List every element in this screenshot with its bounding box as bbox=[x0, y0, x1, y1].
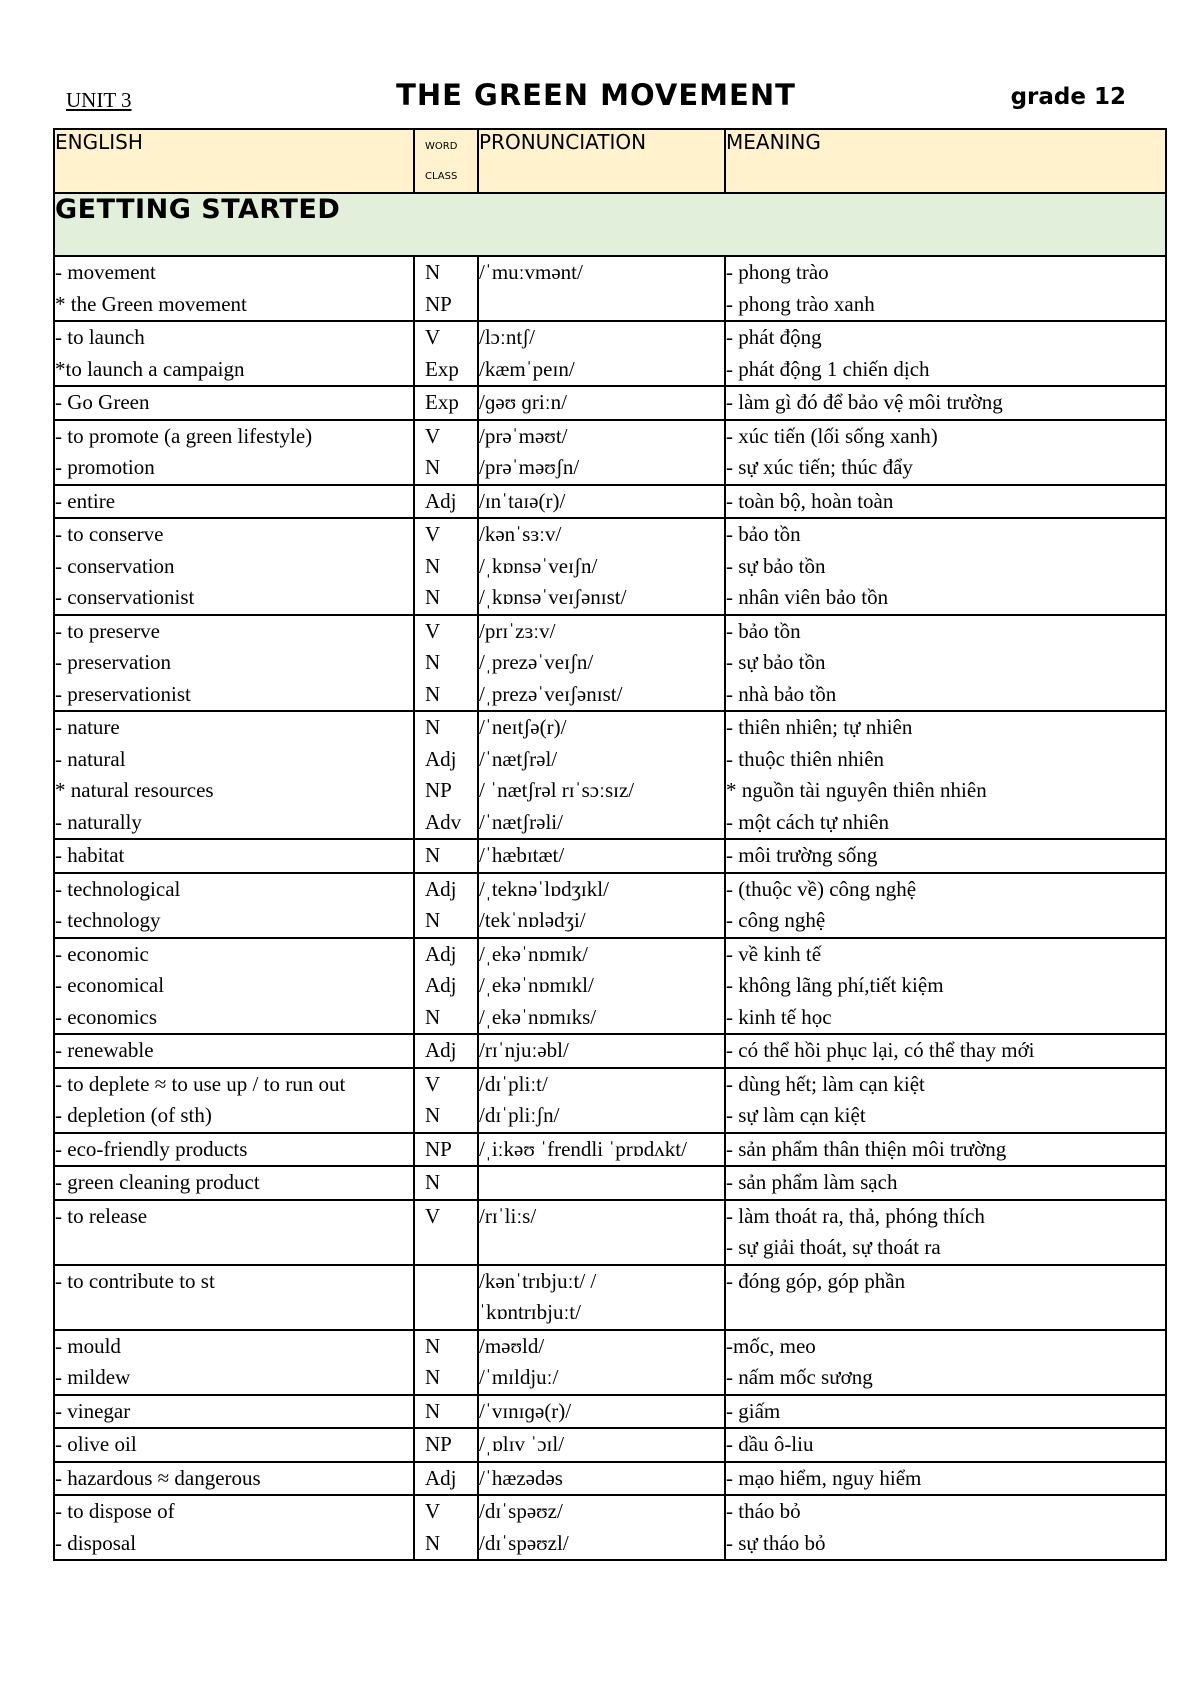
meaning-line: - có thể hồi phục lại, có thể thay mới bbox=[726, 1038, 1035, 1062]
table-row bbox=[54, 321, 1166, 386]
meaning-line: - không lãng phí,tiết kiệm bbox=[726, 973, 944, 997]
pronunciation-cell bbox=[478, 518, 725, 615]
table-row bbox=[54, 1133, 1166, 1167]
word-class-cell bbox=[414, 1200, 478, 1265]
english-line: - movement bbox=[55, 260, 156, 284]
unit-label: UNIT 3 bbox=[66, 88, 132, 112]
meaning-line: - đóng góp, góp phần bbox=[726, 1268, 906, 1293]
pronunciation-cell bbox=[478, 938, 725, 1035]
word-class-cell bbox=[414, 518, 478, 615]
meaning-line: - sự bảo tồn bbox=[726, 553, 826, 578]
pronunciation-cell bbox=[478, 420, 725, 485]
meaning-line: - sự xúc tiến; thúc đẩy bbox=[726, 455, 913, 479]
pronunciation-line: /kæmˈpeɪn/ bbox=[479, 356, 575, 381]
word-class-line: N bbox=[425, 1530, 441, 1555]
english-line: - economics bbox=[55, 1004, 158, 1029]
english-cell bbox=[54, 615, 414, 712]
table-row bbox=[54, 1495, 1166, 1560]
word-class-line: Exp bbox=[425, 356, 459, 381]
pronunciation-line bbox=[479, 289, 724, 321]
word-class-line: N bbox=[425, 455, 441, 479]
english-line: - entire bbox=[55, 488, 116, 513]
english-cell bbox=[54, 1395, 414, 1429]
word-class-cell bbox=[414, 1462, 478, 1496]
pronunciation-cell bbox=[478, 1034, 725, 1068]
pronunciation-cell bbox=[478, 1166, 725, 1200]
meaning-cell bbox=[725, 1395, 1166, 1429]
english-cell bbox=[54, 1265, 414, 1330]
word-class-cell bbox=[414, 1265, 478, 1330]
table-row bbox=[54, 485, 1166, 519]
word-class-line: NP bbox=[425, 1432, 452, 1456]
pronunciation-line: /ˌekəˈnɒmɪk/ bbox=[479, 941, 588, 966]
column-header-pronunciation: PRONUNCIATION bbox=[478, 129, 725, 193]
english-line: - hazardous ≈ dangerous bbox=[55, 1465, 261, 1490]
meaning-line: - tháo bỏ bbox=[726, 1499, 801, 1523]
column-header-meaning: MEANING bbox=[725, 129, 1166, 193]
word-class-line: NP bbox=[425, 1136, 452, 1161]
pronunciation-line: /prəˈməʊt/ bbox=[479, 423, 568, 448]
english-line: - nature bbox=[55, 715, 120, 739]
table-row bbox=[54, 938, 1166, 1035]
pronunciation-line: /dɪˈpliːt/ bbox=[479, 1071, 548, 1096]
english-line: - naturally bbox=[55, 809, 142, 834]
meaning-cell bbox=[725, 1330, 1166, 1395]
meaning-line: - bảo tồn bbox=[726, 522, 801, 546]
meaning-line: - nấm mốc sương bbox=[726, 1365, 873, 1389]
english-cell bbox=[54, 839, 414, 873]
english-cell bbox=[54, 938, 414, 1035]
meaning-cell bbox=[725, 1166, 1166, 1200]
word-class-line: N bbox=[425, 1398, 441, 1423]
table-row bbox=[54, 873, 1166, 938]
word-class-line: N bbox=[425, 1170, 441, 1194]
english-line: - economic bbox=[55, 941, 149, 966]
table-row bbox=[54, 1265, 1166, 1330]
word-class-cell bbox=[414, 711, 478, 839]
meaning-line: - làm gì đó để bảo vệ môi trường bbox=[726, 390, 1003, 414]
english-cell bbox=[54, 1428, 414, 1462]
meaning-cell bbox=[725, 420, 1166, 485]
word-class-cell bbox=[414, 386, 478, 420]
meaning-line: - bảo tồn bbox=[726, 618, 801, 643]
pronunciation-line: /ˌprezəˈveɪʃənɪst/ bbox=[479, 681, 623, 706]
pronunciation-line: /ˈmuːvmənt/ bbox=[479, 260, 583, 284]
meaning-line: - giấm bbox=[726, 1398, 781, 1423]
word-class-line: NP bbox=[425, 778, 452, 802]
word-class-header-top: WORD bbox=[425, 141, 458, 152]
pronunciation-cell bbox=[478, 321, 725, 386]
word-class-cell bbox=[414, 938, 478, 1035]
meaning-line: - xúc tiến (lối sống xanh) bbox=[726, 423, 938, 448]
meaning-line: - sản phẩm thân thiện môi trường bbox=[726, 1136, 1007, 1161]
english-cell bbox=[54, 1330, 414, 1395]
meaning-cell bbox=[725, 1265, 1166, 1330]
english-cell bbox=[54, 256, 414, 321]
meaning-line: - nhà bảo tồn bbox=[726, 681, 837, 706]
meaning-line: - kinh tế học bbox=[726, 1004, 832, 1029]
english-cell bbox=[54, 321, 414, 386]
word-class-cell bbox=[414, 485, 478, 519]
meaning-line: * nguồn tài nguyên thiên nhiên bbox=[726, 778, 987, 802]
word-class-line bbox=[425, 1266, 477, 1298]
pronunciation-line: /ˌɒlɪv ˈɔɪl/ bbox=[479, 1432, 565, 1456]
word-class-line: N bbox=[425, 715, 441, 739]
word-class-line bbox=[425, 1297, 477, 1329]
table-row bbox=[54, 615, 1166, 712]
pronunciation-cell bbox=[478, 1068, 725, 1133]
pronunciation-cell bbox=[478, 386, 725, 420]
column-header-row bbox=[54, 129, 1166, 193]
english-line: - technological bbox=[55, 876, 181, 901]
meaning-line: - dầu ô-liu bbox=[726, 1432, 814, 1456]
meaning-line: - sản phẩm làm sạch bbox=[726, 1170, 898, 1194]
english-cell bbox=[54, 1133, 414, 1167]
english-line: *to launch a campaign bbox=[55, 356, 245, 381]
pronunciation-line: /kənˈtrɪbjuːt/ / bbox=[479, 1268, 597, 1293]
pronunciation-cell bbox=[478, 1133, 725, 1167]
english-line: - conservationist bbox=[55, 585, 195, 609]
english-line: - to promote (a green lifestyle) bbox=[55, 423, 313, 448]
column-header-word-class bbox=[414, 129, 478, 193]
table-row bbox=[54, 1395, 1166, 1429]
pronunciation-line: /dɪˈspəʊzl/ bbox=[479, 1530, 569, 1555]
word-class-cell bbox=[414, 1495, 478, 1560]
word-class-cell bbox=[414, 420, 478, 485]
english-cell bbox=[54, 485, 414, 519]
english-line: - to deplete ≈ to use up / to run out bbox=[55, 1071, 346, 1096]
pronunciation-line: /ˌekəˈnɒmɪks/ bbox=[479, 1004, 597, 1029]
pronunciation-line: /ɪnˈtaɪə(r)/ bbox=[479, 488, 566, 513]
pronunciation-cell bbox=[478, 485, 725, 519]
table-row bbox=[54, 711, 1166, 839]
meaning-cell bbox=[725, 873, 1166, 938]
word-class-line: N bbox=[425, 681, 441, 706]
english-line: - promotion bbox=[55, 455, 155, 479]
meaning-cell bbox=[725, 1133, 1166, 1167]
pronunciation-cell bbox=[478, 1330, 725, 1395]
table-row bbox=[54, 1462, 1166, 1496]
word-class-line: V bbox=[425, 1203, 441, 1228]
word-class-line: V bbox=[425, 1499, 441, 1523]
meaning-line: -mốc, meo bbox=[726, 1333, 816, 1358]
meaning-line: - thiên nhiên; tự nhiên bbox=[726, 715, 913, 739]
meaning-line: - sự tháo bỏ bbox=[726, 1530, 826, 1555]
column-header-english: ENGLISH bbox=[54, 129, 414, 193]
table-row bbox=[54, 1034, 1166, 1068]
pronunciation-line: /tekˈnɒlədʒi/ bbox=[479, 908, 586, 932]
word-class-line: Adj bbox=[425, 746, 457, 771]
meaning-line: - làm thoát ra, thả, phóng thích bbox=[726, 1203, 985, 1228]
english-line: - technology bbox=[55, 908, 161, 932]
english-line: - to preserve bbox=[55, 618, 160, 643]
english-cell bbox=[54, 518, 414, 615]
english-line: - to release bbox=[55, 1203, 148, 1228]
english-line: - disposal bbox=[55, 1530, 137, 1555]
pronunciation-cell bbox=[478, 839, 725, 873]
word-class-cell bbox=[414, 873, 478, 938]
word-class-line: N bbox=[425, 553, 441, 578]
meaning-cell bbox=[725, 321, 1166, 386]
english-cell bbox=[54, 1034, 414, 1068]
word-class-cell bbox=[414, 1395, 478, 1429]
english-line: - olive oil bbox=[55, 1432, 137, 1456]
word-class-cell bbox=[414, 1330, 478, 1395]
english-line: - to dispose of bbox=[55, 1499, 175, 1523]
english-line: - preservation bbox=[55, 650, 172, 674]
word-class-line: N bbox=[425, 843, 441, 867]
word-class-cell bbox=[414, 615, 478, 712]
word-class-line: Adj bbox=[425, 973, 457, 997]
meaning-cell bbox=[725, 1034, 1166, 1068]
table-row bbox=[54, 1330, 1166, 1395]
pronunciation-cell bbox=[478, 256, 725, 321]
table-row bbox=[54, 518, 1166, 615]
pronunciation-line: /ˈnætʃrəli/ bbox=[479, 809, 563, 834]
pronunciation-cell bbox=[478, 1462, 725, 1496]
pronunciation-cell bbox=[478, 1200, 725, 1265]
meaning-cell bbox=[725, 615, 1166, 712]
pronunciation-line: /kənˈsɜːv/ bbox=[479, 522, 562, 546]
table-row bbox=[54, 1166, 1166, 1200]
pronunciation-line: ˈkɒntrɪbjuːt/ bbox=[479, 1300, 581, 1324]
word-class-line: N bbox=[425, 1004, 441, 1029]
word-class-line: NP bbox=[425, 291, 452, 316]
english-line: - Go Green bbox=[55, 390, 150, 414]
word-class-line: Adj bbox=[425, 941, 457, 966]
english-line: - natural bbox=[55, 746, 126, 771]
meaning-line: - về kinh tế bbox=[726, 941, 822, 966]
english-line: * natural resources bbox=[55, 778, 214, 802]
english-line: - renewable bbox=[55, 1038, 154, 1062]
meaning-line: - phát động 1 chiến dịch bbox=[726, 356, 930, 381]
english-cell bbox=[54, 873, 414, 938]
word-class-line: V bbox=[425, 522, 441, 546]
word-class-line: N bbox=[425, 585, 441, 609]
meaning-line: - toàn bộ, hoàn toàn bbox=[726, 488, 894, 513]
meaning-line: - môi trường sống bbox=[726, 843, 878, 867]
pronunciation-line: /ˈneɪtʃə(r)/ bbox=[479, 715, 567, 739]
english-cell bbox=[54, 1068, 414, 1133]
meaning-cell bbox=[725, 256, 1166, 321]
table-row bbox=[54, 839, 1166, 873]
word-class-line: N bbox=[425, 1103, 441, 1127]
word-class-line: Exp bbox=[425, 390, 459, 414]
pronunciation-line: /ˈmɪldjuː/ bbox=[479, 1365, 559, 1389]
word-class-line bbox=[425, 1232, 477, 1264]
meaning-line: - sự làm cạn kiệt bbox=[726, 1103, 866, 1127]
pronunciation-line: /rɪˈliːs/ bbox=[479, 1203, 537, 1228]
english-cell bbox=[54, 711, 414, 839]
meaning-line: - dùng hết; làm cạn kiệt bbox=[726, 1071, 925, 1096]
pronunciation-cell bbox=[478, 1495, 725, 1560]
pronunciation-line: /ˌprezəˈveɪʃn/ bbox=[479, 650, 594, 674]
pronunciation-line: /məʊld/ bbox=[479, 1333, 545, 1358]
english-cell bbox=[54, 1495, 414, 1560]
word-class-line: Adj bbox=[425, 1465, 457, 1490]
meaning-cell bbox=[725, 1068, 1166, 1133]
word-class-cell bbox=[414, 1034, 478, 1068]
word-class-cell bbox=[414, 321, 478, 386]
word-class-cell bbox=[414, 1428, 478, 1462]
pronunciation-cell bbox=[478, 1428, 725, 1462]
pronunciation-cell bbox=[478, 615, 725, 712]
table-row bbox=[54, 256, 1166, 321]
meaning-cell bbox=[725, 386, 1166, 420]
english-line: - eco-friendly products bbox=[55, 1136, 248, 1161]
english-line: * the Green movement bbox=[55, 291, 247, 316]
pronunciation-line: / ˈnætʃrəl rɪˈsɔːsɪz/ bbox=[479, 778, 635, 802]
word-class-cell bbox=[414, 839, 478, 873]
meaning-cell bbox=[725, 485, 1166, 519]
pronunciation-line: /ˌkɒnsəˈveɪʃn/ bbox=[479, 553, 598, 578]
word-class-line: N bbox=[425, 1365, 441, 1389]
pronunciation-line: /ˈnætʃrəl/ bbox=[479, 746, 558, 771]
english-cell bbox=[54, 1166, 414, 1200]
meaning-cell bbox=[725, 1428, 1166, 1462]
meaning-line: - phát động bbox=[726, 325, 822, 349]
pronunciation-line: /ˈhæzədəs bbox=[479, 1465, 563, 1490]
word-class-header-bottom: CLASS bbox=[425, 171, 458, 182]
meaning-cell bbox=[725, 839, 1166, 873]
pronunciation-line: /ˈvɪnɪɡə(r)/ bbox=[479, 1398, 572, 1423]
pronunciation-line: /ɡəʊ ɡriːn/ bbox=[479, 390, 567, 414]
meaning-line: - sự giải thoát, sự thoát ra bbox=[726, 1235, 941, 1259]
section-row bbox=[54, 193, 1166, 256]
pronunciation-line bbox=[479, 1232, 724, 1264]
section-title: GETTING STARTED bbox=[54, 193, 1166, 256]
word-class-line: N bbox=[425, 908, 441, 932]
meaning-cell bbox=[725, 518, 1166, 615]
english-line: - green cleaning product bbox=[55, 1170, 260, 1194]
word-class-line: V bbox=[425, 423, 441, 448]
word-class-line: N bbox=[425, 1333, 441, 1358]
word-class-cell bbox=[414, 1068, 478, 1133]
pronunciation-line: /dɪˈpliːʃn/ bbox=[479, 1103, 560, 1127]
word-class-line: N bbox=[425, 260, 441, 284]
meaning-line bbox=[726, 1297, 1165, 1329]
table-row bbox=[54, 1068, 1166, 1133]
word-class-line: Adj bbox=[425, 876, 457, 901]
english-line: - vinegar bbox=[55, 1398, 131, 1423]
english-line: - preservationist bbox=[55, 681, 191, 706]
meaning-line: - (thuộc về) công nghệ bbox=[726, 876, 917, 901]
english-cell bbox=[54, 386, 414, 420]
meaning-cell bbox=[725, 938, 1166, 1035]
meaning-cell bbox=[725, 1200, 1166, 1265]
pronunciation-line: /ˌekəˈnɒmɪkl/ bbox=[479, 973, 594, 997]
pronunciation-line: /rɪˈnjuːəbl/ bbox=[479, 1038, 569, 1062]
meaning-line: - nhân viên bảo tồn bbox=[726, 585, 889, 609]
meaning-line: - phong trào bbox=[726, 260, 829, 284]
word-class-cell bbox=[414, 1166, 478, 1200]
english-line: - economical bbox=[55, 973, 165, 997]
pronunciation-cell bbox=[478, 1395, 725, 1429]
pronunciation-line: /ˈhæbɪtæt/ bbox=[479, 843, 565, 867]
table-row bbox=[54, 420, 1166, 485]
pronunciation-line: /ˌkɒnsəˈveɪʃənɪst/ bbox=[479, 585, 627, 609]
pronunciation-line: /prəˈməʊʃn/ bbox=[479, 455, 580, 479]
table-row bbox=[54, 1428, 1166, 1462]
english-line bbox=[55, 1297, 413, 1329]
word-class-cell bbox=[414, 1133, 478, 1167]
word-class-line: V bbox=[425, 1071, 441, 1096]
english-line: - to contribute to st bbox=[55, 1268, 215, 1293]
word-class-line: V bbox=[425, 325, 441, 349]
english-line: - habitat bbox=[55, 843, 125, 867]
english-cell bbox=[54, 420, 414, 485]
english-line: - to launch bbox=[55, 325, 145, 349]
english-cell bbox=[54, 1462, 414, 1496]
word-class-line: N bbox=[425, 650, 441, 674]
document-title: THE GREEN MOVEMENT bbox=[396, 78, 796, 112]
word-class-line: Adj bbox=[425, 488, 457, 513]
grade-label: grade 12 bbox=[1010, 84, 1126, 110]
english-line: - to conserve bbox=[55, 522, 164, 546]
pronunciation-cell bbox=[478, 711, 725, 839]
pronunciation-line bbox=[479, 1167, 724, 1199]
english-cell bbox=[54, 1200, 414, 1265]
english-line: - conservation bbox=[55, 553, 175, 578]
word-class-line: Adv bbox=[425, 809, 462, 834]
meaning-line: - một cách tự nhiên bbox=[726, 809, 889, 834]
english-line bbox=[55, 1232, 413, 1264]
word-class-cell bbox=[414, 256, 478, 321]
meaning-line: - công nghệ bbox=[726, 908, 826, 932]
pronunciation-cell bbox=[478, 873, 725, 938]
meaning-line: - phong trào xanh bbox=[726, 291, 875, 316]
word-class-line: V bbox=[425, 618, 441, 643]
document-header bbox=[66, 78, 1126, 126]
pronunciation-line: /lɔːntʃ/ bbox=[479, 325, 535, 349]
english-line: - depletion (of sth) bbox=[55, 1103, 212, 1127]
vocabulary-table bbox=[53, 128, 1167, 1561]
pronunciation-line: /ˌiːkəʊ ˈfrendli ˈprɒdʌkt/ bbox=[479, 1136, 687, 1161]
meaning-line: - thuộc thiên nhiên bbox=[726, 746, 885, 771]
meaning-line: - sự bảo tồn bbox=[726, 650, 826, 674]
table-row bbox=[54, 1200, 1166, 1265]
meaning-line: - mạo hiểm, nguy hiểm bbox=[726, 1465, 922, 1490]
pronunciation-line: /prɪˈzɜːv/ bbox=[479, 618, 556, 643]
meaning-cell bbox=[725, 1462, 1166, 1496]
meaning-cell bbox=[725, 1495, 1166, 1560]
table-row bbox=[54, 386, 1166, 420]
word-class-line: Adj bbox=[425, 1038, 457, 1062]
pronunciation-line: /ˌteknəˈlɒdʒɪkl/ bbox=[479, 876, 609, 901]
english-line: - mould bbox=[55, 1333, 121, 1358]
english-line: - mildew bbox=[55, 1365, 131, 1389]
pronunciation-line: /dɪˈspəʊz/ bbox=[479, 1499, 563, 1523]
meaning-cell bbox=[725, 711, 1166, 839]
pronunciation-cell bbox=[478, 1265, 725, 1330]
